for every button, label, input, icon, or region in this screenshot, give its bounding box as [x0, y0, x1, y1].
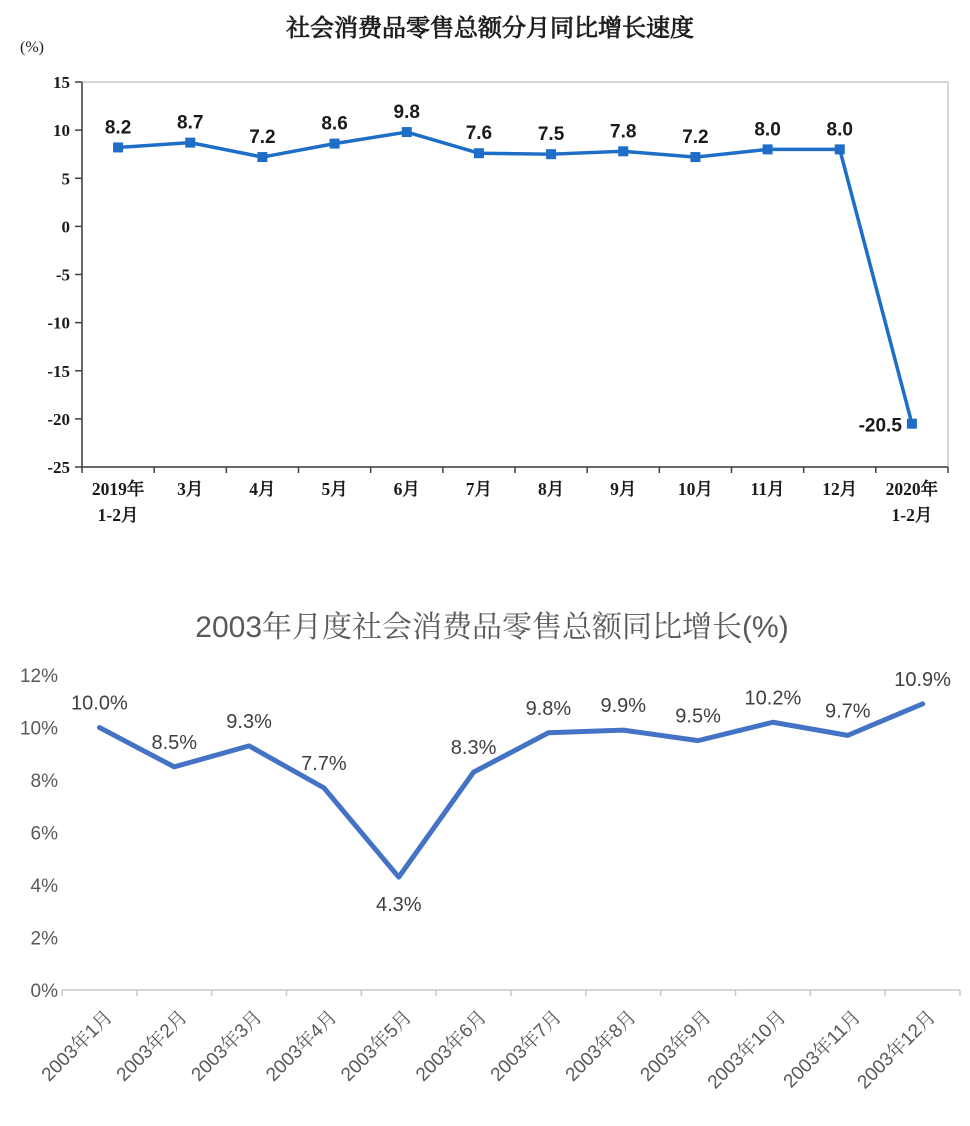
y-tick-label: 6%	[30, 823, 58, 845]
y-tick-label: 10%	[19, 718, 58, 740]
data-point-marker	[690, 152, 700, 162]
data-label: 8.0	[754, 119, 781, 141]
data-point-marker	[474, 148, 484, 158]
x-tick-label: 2003年9月	[636, 1006, 716, 1086]
x-tick-label: 2003年6月	[412, 1006, 492, 1086]
y-tick-label: 5	[61, 169, 70, 189]
x-tick-label: 10月	[677, 479, 713, 499]
x-tick-label: 2019年	[91, 479, 145, 499]
data-point-marker	[835, 144, 845, 154]
data-label: 10.2%	[744, 687, 802, 710]
data-label: 9.8	[393, 102, 420, 124]
x-tick-label: 2003年11月	[779, 1006, 866, 1093]
x-tick-label: 9月	[610, 479, 637, 499]
data-label: 9.7%	[824, 700, 871, 723]
y-tick-label: -20	[47, 409, 70, 429]
series-line	[99, 704, 922, 877]
data-label: 7.2	[682, 127, 709, 149]
x-tick-label: 4月	[249, 479, 276, 499]
plot-border	[82, 82, 948, 467]
data-label: 8.7	[177, 112, 204, 134]
y-tick-label: -10	[47, 313, 70, 333]
data-label: 8.2	[104, 117, 132, 139]
data-label: 7.7%	[301, 752, 347, 775]
chart1-plot-area	[47, 73, 948, 525]
data-label: 8.6	[321, 113, 348, 135]
series-line	[118, 132, 912, 424]
x-tick-label: 2003年3月	[187, 1006, 267, 1086]
data-label: 10.0%	[71, 692, 128, 715]
data-label: 8.3%	[450, 737, 497, 760]
data-label: 7.6	[465, 123, 493, 145]
y-tick-label: -25	[47, 458, 70, 477]
x-tick-label: 6月	[393, 479, 420, 499]
data-label: 8.0	[826, 119, 853, 141]
y-tick-label: 0	[61, 217, 70, 237]
x-tick-label: 2003年7月	[486, 1006, 566, 1086]
chart2-canvas	[0, 555, 970, 1126]
x-tick-label: 2003年10月	[703, 1006, 791, 1094]
x-tick-label: 2003年2月	[112, 1006, 192, 1086]
data-label: 10.9%	[894, 668, 951, 691]
data-point-marker	[402, 127, 412, 137]
x-tick-label: 2003年8月	[561, 1006, 641, 1086]
x-tick-label: 3月	[177, 479, 204, 499]
chart1-unit-label: (%)	[20, 39, 44, 56]
y-tick-label: -15	[47, 361, 70, 381]
y-tick-label: 8%	[30, 771, 58, 792]
y-tick-label: 12%	[19, 666, 58, 687]
data-label: 9.5%	[675, 705, 721, 728]
data-label: 4.3%	[375, 894, 422, 917]
data-point-marker	[907, 419, 917, 429]
chart2-plot-area	[20, 666, 960, 1093]
y-tick-label: 2%	[30, 928, 58, 950]
data-point-marker	[546, 149, 556, 159]
data-label: 7.5	[537, 124, 565, 146]
data-point-marker	[257, 152, 267, 162]
x-tick-label: 1-2月	[891, 505, 933, 525]
y-tick-label: -5	[55, 265, 70, 285]
chart2-title: 2003年月度社会消费品零售总额同比增长(%)	[195, 611, 789, 644]
data-label: 8.5%	[151, 731, 198, 754]
chart1-title: 社会消费品零售总额分月同比增长速度	[286, 15, 694, 42]
chart-monthly-yoy-growth	[0, 0, 970, 555]
data-label: 9.8%	[525, 697, 572, 720]
x-tick-label: 7月	[465, 479, 493, 499]
x-tick-label: 2003年1月	[37, 1006, 117, 1086]
data-label: -20.5	[858, 415, 902, 437]
data-point-marker	[618, 146, 628, 156]
data-label: 9.3%	[226, 710, 272, 733]
x-tick-label: 11月	[750, 479, 785, 499]
y-tick-label: 10	[53, 121, 70, 141]
x-tick-label: 2020年	[885, 479, 939, 499]
y-tick-label: 15	[53, 73, 70, 92]
y-tick-label: 4%	[30, 876, 58, 897]
data-point-marker	[185, 138, 195, 148]
data-point-marker	[763, 144, 773, 154]
x-tick-label: 8月	[537, 479, 565, 499]
chart-2003-monthly-growth	[0, 555, 970, 1126]
y-tick-label: 0%	[30, 981, 58, 1002]
data-label: 9.9%	[600, 695, 647, 718]
data-point-marker	[113, 142, 123, 152]
data-point-marker	[330, 139, 340, 149]
x-tick-label: 12月	[822, 479, 858, 499]
x-tick-label: 5月	[321, 479, 348, 499]
x-tick-label: 1-2月	[97, 505, 139, 525]
chart1-canvas	[0, 0, 970, 555]
data-label: 7.8	[610, 121, 637, 143]
data-label: 7.2	[249, 127, 276, 149]
x-tick-label: 2003年5月	[337, 1006, 417, 1086]
x-tick-label: 2003年12月	[853, 1006, 941, 1094]
x-tick-label: 2003年4月	[262, 1006, 342, 1086]
